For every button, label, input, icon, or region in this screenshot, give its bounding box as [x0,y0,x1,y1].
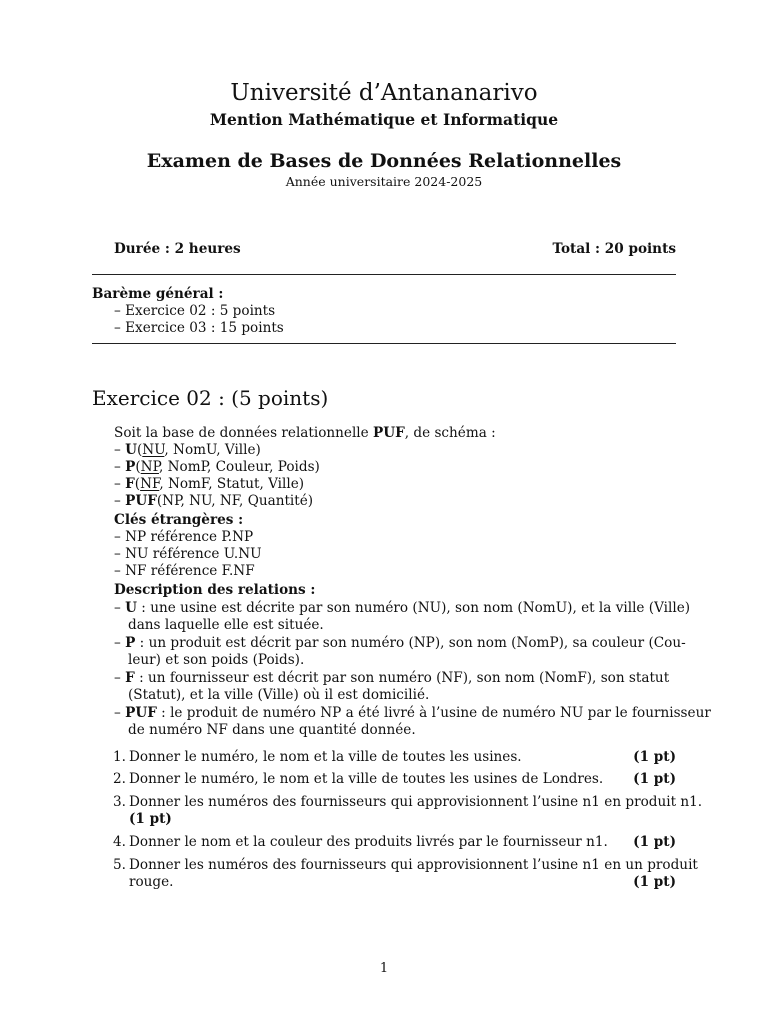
question-5: 5. Donner les numéros des fournisseurs qui approvisionnent l’usine n1 en un produit rouge. (1 pt) [113,857,698,890]
question-3: 3. Donner les numéros des fournisseurs qui approvisionnent l’usine n1 en produit n1. (1 pt) [113,794,703,827]
relation-desc-u: – U : une usine est décrite par son numéro (NU), son nom (NomU), et la ville (Ville) [114,600,691,616]
relation-desc-p-cont: leur) et son poids (Poids). [128,652,305,668]
question-points: (1 pt) [633,771,676,787]
university-title: Université d’Antananarivo [230,80,538,106]
question-points: (1 pt) [633,834,676,850]
question-points: (1 pt) [633,749,676,765]
relation-desc-puf-cont: de numéro NF dans une quantité donnée. [128,722,416,738]
mention-subtitle: Mention Mathématique et Informatique [209,110,559,129]
relation-desc-f: – F : un fournisseur est décrit par son numéro (NF), son nom (NomF), son statut [114,670,670,686]
total-points: Total : 20 points [552,241,676,257]
bareme-item: – Exercice 03 : 15 points [114,320,284,336]
question-4: 4. Donner le nom et la couleur des produits livrés par le fournisseur n1. (1 pt) [113,834,676,850]
relation-desc-p: – P : un produit est décrit par son numéro (NP), son nom (NomP), sa couleur (Cou- [114,635,686,651]
foreign-key-item: – NU référence U.NU [114,546,262,562]
foreign-key-item: – NP référence P.NP [114,529,254,545]
academic-year: Année universitaire 2024-2025 [285,174,483,189]
question-points: (1 pt) [633,874,676,890]
bottom-divider [92,343,676,344]
top-divider [92,274,676,275]
relation-desc-u-cont: dans laquelle elle est située. [128,617,324,633]
exercise-title: Exercice 02 : (5 points) [92,386,329,410]
relation-desc-puf: – PUF : le produit de numéro NP a été livré à l’usine de numéro NU par le fournisseur [114,705,711,721]
exercise-intro: Soit la base de données relationnelle PUF, de schéma : [114,425,496,441]
relation-desc-f-cont: (Statut), et la ville (Ville) où il est domicilié. [128,687,430,703]
question-points: (1 pt) [129,811,172,827]
schema-item: – F(NF, NomF, Statut, Ville) [114,476,305,492]
exam-title: Examen de Bases de Données Relationnelles [146,150,622,172]
schema-item: – PUF(NP, NU, NF, Quantité) [114,493,314,509]
foreign-keys-title: Clés étrangères : [114,512,244,528]
question-1: 1. Donner le numéro, le nom et la ville de toutes les usines. (1 pt) [113,749,676,765]
question-2: 2. Donner le numéro, le nom et la ville de toutes les usines de Londres. (1 pt) [113,771,676,787]
bareme-item: – Exercice 02 : 5 points [114,303,276,319]
schema-item: – P(NP, NomP, Couleur, Poids) [114,459,320,475]
duration: Durée : 2 heures [114,241,241,257]
page-number: 1 [379,961,389,976]
foreign-key-item: – NF référence F.NF [114,563,255,579]
relations-title: Description des relations : [114,582,316,598]
bareme-title: Barème général : [92,286,224,302]
schema-item: – U(NU, NomU, Ville) [114,442,261,458]
